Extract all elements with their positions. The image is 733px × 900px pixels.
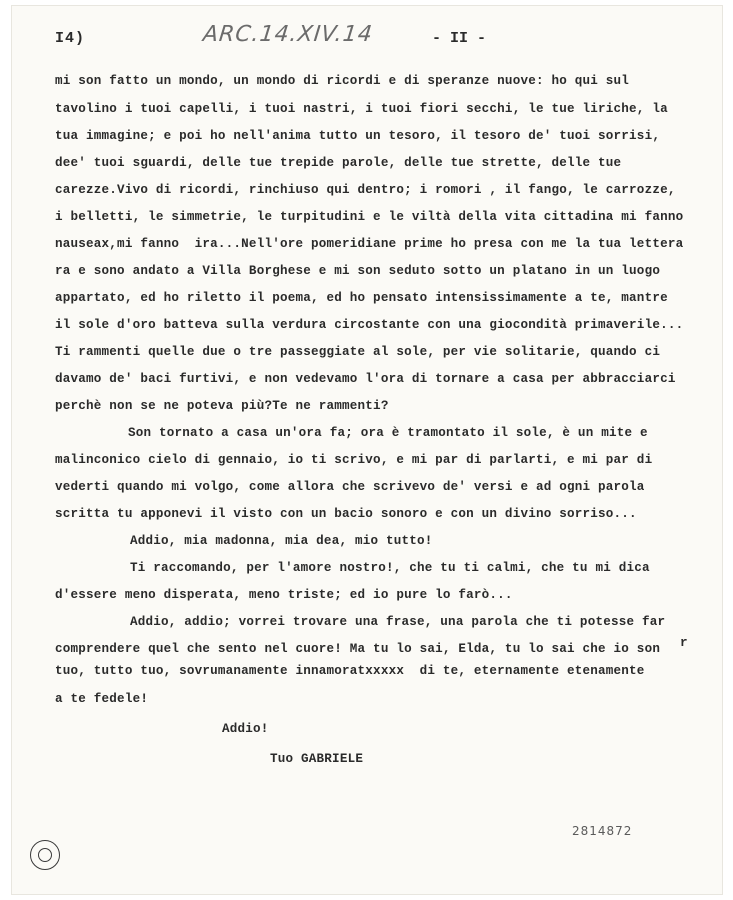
paragraph-start-line: Ti raccomando, per l'amore nostro!, che tu ti calmi, che tu mi dica (130, 561, 650, 575)
text-line: malinconico cielo di gennaio, io ti scrivo, e mi par di parlarti, e mi par di (55, 453, 653, 467)
text-line: a te fedele! (55, 692, 149, 706)
text-line: scritta tu apponevi il visto con un bacio sonoro e con un divino sorriso... (55, 507, 637, 521)
closing-salutation: Addio! (222, 722, 269, 736)
text-line: davamo de' baci furtivi, e non vedevamo l'ora di tornare a casa per abbracciarci (55, 372, 676, 386)
text-line: tuo, tutto tuo, sovrumanamente innamoratxxxxx di te, eternamente etenamente (55, 664, 645, 678)
text-line: carezze.Vivo di ricordi, rinchiuso qui dentro; i romori , il fango, le carrozze, (55, 183, 676, 197)
text-line: il sole d'oro batteva sulla verdura circostante con una giocondità primaverile... (55, 318, 684, 332)
paragraph-start-line: Son tornato a casa un'ora fa; ora è tramontato il sole, è un mite e (128, 426, 648, 440)
text-line: Ti rammenti quelle due o tre passeggiate al sole, per vie solitarie, quando ci (55, 345, 661, 359)
archive-stamp-icon (30, 840, 60, 870)
text-line: d'essere meno disperata, meno triste; ed io pure lo farò... (55, 588, 513, 602)
text-line: i belletti, le simmetrie, le turpitudini e le viltà della vita cittadina mi fanno (55, 210, 684, 224)
text-line: nauseax,mi fanno ira...Nell'ore pomeridiane prime ho presa con me la tua lettera (55, 237, 684, 251)
text-line: appartato, ed ho riletto il poema, ed ho pensato intensissimamente a te, mantre (55, 291, 668, 305)
letter-number: I4) (55, 30, 86, 47)
signature: Tuo GABRIELE (270, 752, 364, 766)
paragraph-start-line: Addio, mia madonna, mia dea, mio tutto! (130, 534, 433, 548)
archive-reference-handwritten: ARC.14.XIV.14 (201, 22, 375, 47)
text-line: vederti quando mi volgo, come allora che scrivevo de' versi e ad ogni parola (55, 480, 645, 494)
text-line: perchè non se ne poteva più?Te ne rammenti? (55, 399, 389, 413)
text-line: tavolino i tuoi capelli, i tuoi nastri, i tuoi fiori secchi, le tue liriche, la (55, 102, 668, 116)
paragraph-start-line: Addio, addio; vorrei trovare una frase, una parola che ti potesse far (130, 615, 666, 629)
text-line: mi son fatto un mondo, un mondo di ricordi e di speranze nuove: ho qui sul (55, 74, 630, 88)
catalog-number: 2814872 (572, 824, 633, 838)
text-line: tua immagine; e poi ho nell'anima tutto un tesoro, il tesoro de' tuoi sorrisi, (55, 129, 661, 143)
text-line: comprendere quel che sento nel cuore! Ma tu lo sai, Elda, tu lo sai che io son (55, 642, 661, 656)
text-line: ra e sono andato a Villa Borghese e mi son seduto sotto un platano in un luogo (55, 264, 661, 278)
page-number: - II - (432, 30, 487, 47)
typed-correction-mark: r (680, 636, 688, 650)
text-line: dee' tuoi sguardi, delle tue trepide parole, delle tue strette, delle tue (55, 156, 622, 170)
